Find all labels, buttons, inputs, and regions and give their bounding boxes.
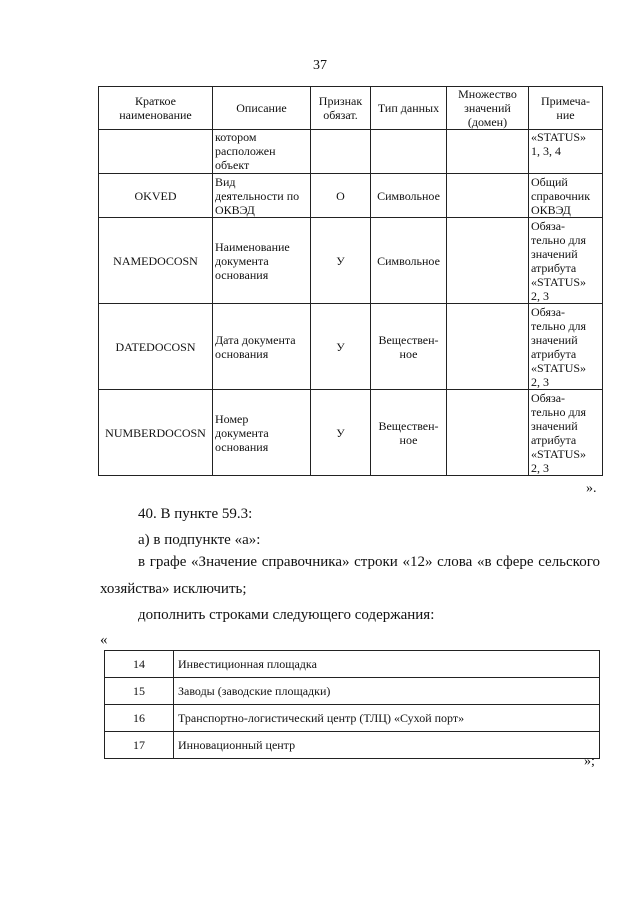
cell-domain (447, 218, 529, 304)
paragraph-amendment-line2: хозяйства» исключить; (100, 581, 247, 597)
attributes-table (98, 86, 603, 476)
directory-values-table (104, 650, 600, 759)
header-data-type: Тип данных (371, 87, 447, 130)
cell-required: У (311, 218, 371, 304)
table-row (105, 678, 600, 705)
cell-type: Символьное (371, 174, 447, 218)
opening-quote: « (100, 632, 108, 648)
cell-note: Общий справочник ОКВЭД (529, 174, 603, 218)
paragraph-amendment-line1: в графе «Значение справочника» строки «12» слова «в сфере сельского (138, 554, 600, 570)
cell-type (371, 130, 447, 174)
cell-note: Обяза- тельно для значений атрибута «STATUS» 2, 3 (529, 218, 603, 304)
row-value: Инновационный центр (174, 732, 600, 759)
row-number: 16 (105, 705, 174, 732)
cell-domain (447, 390, 529, 476)
cell-name: DATEDOCOSN (99, 304, 213, 390)
row-number: 17 (105, 732, 174, 759)
cell-type: Символьное (371, 218, 447, 304)
row-value: Транспортно-логистический центр (ТЛЦ) «Сухой порт» (174, 705, 600, 732)
table-row (105, 732, 600, 759)
header-domain: Множество значений (домен) (447, 87, 529, 130)
closing-quote-semicolon: »; (584, 754, 595, 769)
row-value: Инвестиционная площадка (174, 651, 600, 678)
cell-name: NUMBERDOCOSN (99, 390, 213, 476)
cell-note: Обяза- тельно для значений атрибута «STATUS» 2, 3 (529, 304, 603, 390)
cell-description: котором расположен объект (213, 130, 311, 174)
table-row (99, 174, 603, 218)
cell-note: Обяза- тельно для значений атрибута «STATUS» 2, 3 (529, 390, 603, 476)
cell-name (99, 130, 213, 174)
table-header-row (99, 87, 603, 130)
header-description: Описание (213, 87, 311, 130)
header-short-name: Краткое наименование (99, 87, 213, 130)
table-row (99, 218, 603, 304)
header-note: Примеча- ние (529, 87, 603, 130)
page-number: 37 (313, 58, 327, 73)
cell-description: Вид деятельности по ОКВЭД (213, 174, 311, 218)
cell-type: Веществен- ное (371, 390, 447, 476)
cell-required (311, 130, 371, 174)
row-number: 15 (105, 678, 174, 705)
header-required: Признак обязат. (311, 87, 371, 130)
cell-domain (447, 174, 529, 218)
row-number: 14 (105, 651, 174, 678)
paragraph-item-40: 40. В пункте 59.3: (138, 506, 253, 522)
cell-domain (447, 130, 529, 174)
cell-description: Наименование документа основания (213, 218, 311, 304)
cell-required: У (311, 304, 371, 390)
cell-required: О (311, 174, 371, 218)
table-row (105, 705, 600, 732)
table-row (105, 651, 600, 678)
cell-name: NAMEDOCOSN (99, 218, 213, 304)
paragraph-subitem-a: а) в подпункте «а»: (138, 532, 261, 548)
table-row (99, 130, 603, 174)
table-row (99, 304, 603, 390)
cell-name: OKVED (99, 174, 213, 218)
table-row (99, 390, 603, 476)
cell-description: Дата документа основания (213, 304, 311, 390)
row-value: Заводы (заводские площадки) (174, 678, 600, 705)
cell-description: Номер документа основания (213, 390, 311, 476)
paragraph-add-rows: дополнить строками следующего содержания: (138, 607, 435, 623)
cell-domain (447, 304, 529, 390)
cell-note: «STATUS» 1, 3, 4 (529, 130, 603, 174)
cell-required: У (311, 390, 371, 476)
closing-quote: ». (586, 481, 597, 496)
cell-type: Веществен- ное (371, 304, 447, 390)
